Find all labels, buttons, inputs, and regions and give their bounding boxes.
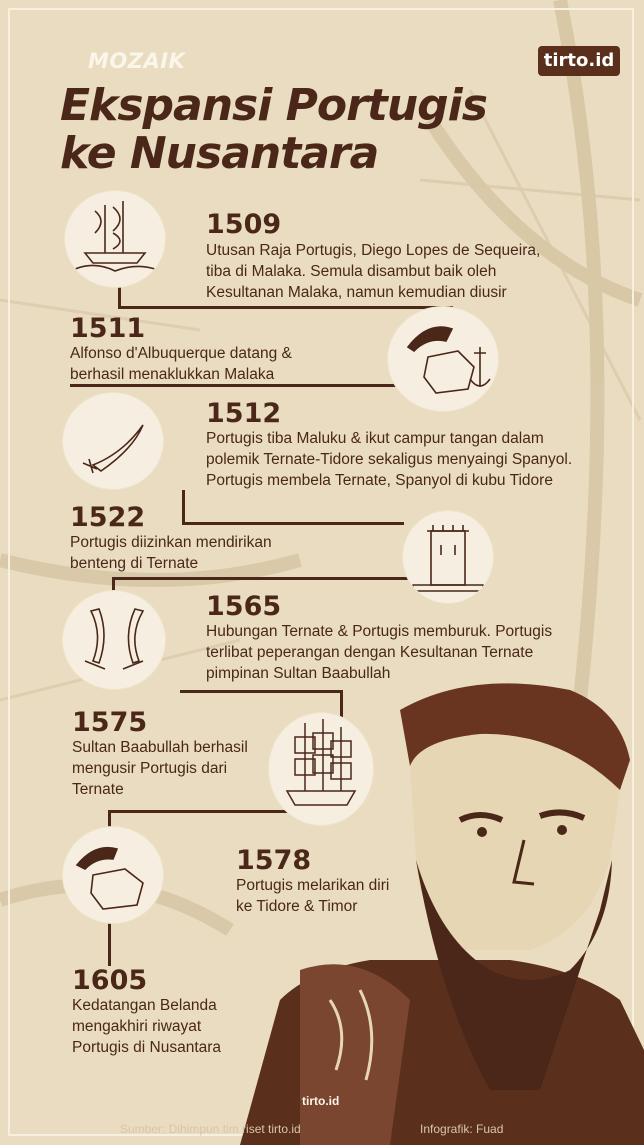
timeline-text-1605: Kedatangan Belanda mengakhiri riwayat Portugis di Nusantara bbox=[72, 997, 222, 1056]
timeline-text-1522: Portugis diizinkan mendirikan benteng di Ternate bbox=[70, 534, 272, 572]
connector-line bbox=[108, 918, 111, 966]
connector-line bbox=[182, 490, 185, 524]
timeline-text-1509: Utusan Raja Portugis, Diego Lopes de Sequeira, tiba di Malaka. Semula disambut baik oleh Kesultanan Malaka, namun kemudian diusir bbox=[206, 242, 541, 301]
timeline-text-1565: Hubungan Ternate & Portugis memburuk. Portugis terlibat peperangan dengan Kesultanan Ternate pimpinan Sultan Baabullah bbox=[206, 623, 553, 682]
timeline-year-1522: 1522 bbox=[70, 502, 146, 533]
tirto-logo: tirto.id bbox=[538, 46, 620, 76]
timeline-text-1575: Sultan Baabullah berhasil mengusir Portugis dari Ternate bbox=[72, 739, 248, 798]
title-line-1: Ekspansi Portugis bbox=[60, 80, 487, 131]
sailing-ship-icon bbox=[64, 190, 166, 288]
timeline-text-1578: Portugis melarikan diri ke Tidore & Timor bbox=[236, 877, 390, 915]
timeline-year-1575: 1575 bbox=[72, 707, 148, 738]
timeline-text-1511: Alfonso d'Albuquerque datang & berhasil menaklukkan Malaka bbox=[70, 345, 292, 383]
fort-tower-icon bbox=[402, 510, 494, 604]
brand-tag: MOZAIK bbox=[88, 49, 186, 73]
footer-source: Sumber: Dihimpun tim riset tirto.id bbox=[120, 1122, 301, 1136]
sword-icon bbox=[62, 392, 164, 490]
hat-map-icon bbox=[62, 826, 164, 924]
connector-line bbox=[182, 522, 404, 525]
explorer-portrait-illustration bbox=[240, 670, 644, 1145]
hat-map-anchor-icon bbox=[387, 306, 499, 412]
timeline-text-1512: Portugis tiba Maluku & ikut campur tangan dalam polemik Ternate-Tidore sekaligus menyaingi Spanyol. Portugis membela Ternate, Spanyol di kubu Tidore bbox=[206, 430, 573, 489]
timeline-year-1605: 1605 bbox=[72, 965, 148, 996]
crossed-swords-icon bbox=[62, 590, 166, 690]
footer-credit: Infografik: Fuad bbox=[420, 1122, 504, 1136]
timeline-year-1565: 1565 bbox=[206, 591, 282, 622]
title-line-2: ke Nusantara bbox=[60, 128, 379, 179]
connector-line bbox=[112, 577, 115, 591]
timeline-year-1512: 1512 bbox=[206, 398, 282, 429]
page-title bbox=[60, 82, 487, 178]
footer-logo: tirto.id bbox=[302, 1094, 340, 1108]
timeline-year-1511: 1511 bbox=[70, 313, 146, 344]
timeline-year-1509: 1509 bbox=[206, 209, 282, 240]
timeline-year-1578: 1578 bbox=[236, 845, 312, 876]
